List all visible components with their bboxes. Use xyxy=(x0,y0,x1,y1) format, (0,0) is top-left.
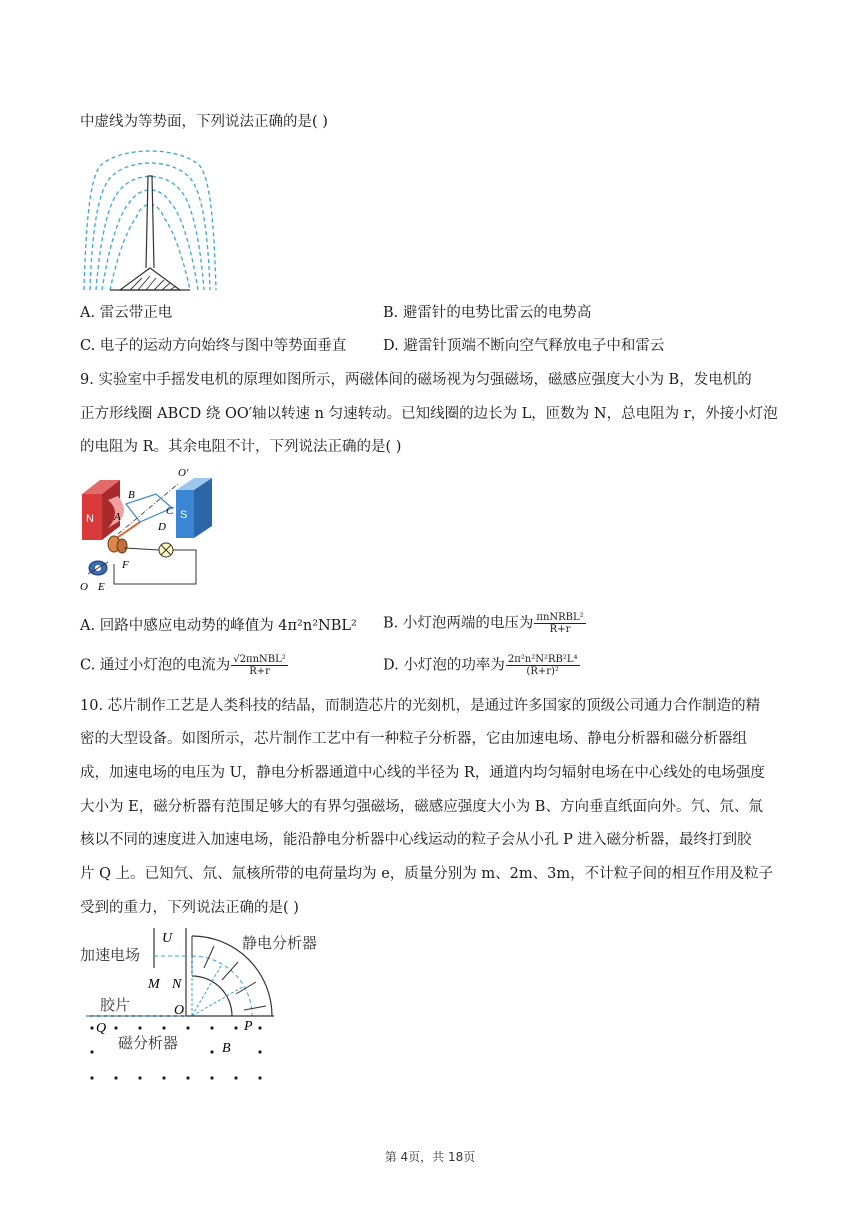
q9-option-c-numerator: √2πnNBL² xyxy=(233,654,286,665)
label-e: E xyxy=(98,581,105,593)
q9-option-a: A. 回路中感应电动势的峰值为 4π²n²NBL² xyxy=(80,618,357,634)
label-f: F xyxy=(122,559,129,571)
q8-option-d: D. 避雷针顶端不断向空气释放电子中和雷云 xyxy=(383,338,665,354)
q10-stem-line-5: 核以不同的速度进入加速电场，能沿静电分析器中心线运动的粒子会从小孔 P 进入磁分析器，最终打到胶 xyxy=(80,832,752,848)
q8-stem-tail: 中虚线为等势面，下列说法正确的是( ) xyxy=(80,114,328,130)
q9-option-b xyxy=(383,612,587,635)
q9-option-d-text: D. 小灯泡的功率为 xyxy=(383,657,505,674)
generator-figure xyxy=(78,464,218,596)
q10-stem-line-6: 片 Q 上。已知氕、氘、氚核所带的电荷量均为 e，质量分别为 m、2m、3m，不计粒子间的相互作用及粒子 xyxy=(80,866,774,882)
magnet-n-label: N xyxy=(86,513,94,525)
page-footer: 第 4页，共 18页 xyxy=(384,1150,476,1164)
lightning-rod-figure xyxy=(80,140,220,298)
q9-stem-line-2: 正方形线圈 ABCD 绕 OO′轴以转速 n 匀速转动。已知线圈的边长为 L，匝数为 N，总电阻为 r，外接小灯泡 xyxy=(80,406,778,422)
q9-option-c-fraction xyxy=(231,654,288,677)
label-c: C xyxy=(166,505,174,517)
label-n: N xyxy=(172,977,182,992)
q8-option-c: C. 电子的运动方向始终与图中等势面垂直 xyxy=(80,338,347,354)
label-q: Q xyxy=(96,1021,107,1036)
q9-stem-line-3: 的电阻为 R。其余电阻不计，下列说法正确的是( ) xyxy=(80,439,402,455)
magnetic-analyzer-label: 磁分析器 xyxy=(118,1034,179,1052)
q9-option-c xyxy=(80,654,289,677)
q9-option-d-numerator: 2π²n²N²RB²L⁴ xyxy=(507,654,578,665)
q9-option-b-fraction xyxy=(534,612,585,635)
q10-stem-line-3: 成，加速电场的电压为 U，静电分析器通道中心线的半径为 R，通道内均匀辐射电场在中心线处的电场强度 xyxy=(80,765,765,781)
q10-stem-line-7: 受到的重力，下列说法正确的是( ) xyxy=(80,900,299,916)
label-o-prime: O′ xyxy=(178,467,189,479)
label-d: D xyxy=(158,521,166,533)
q9-option-c-denominator: R+r xyxy=(249,666,270,677)
label-b: B xyxy=(128,489,135,501)
q9-option-d-denominator: (R+r)² xyxy=(526,666,559,677)
film-label: 胶片 xyxy=(100,996,131,1014)
particle-analyzer-figure xyxy=(78,924,340,1090)
magnet-s-label: S xyxy=(180,509,188,521)
q10-stem-line-2: 密的大型设备。如图所示，芯片制作工艺中有一种粒子分析器，它由加速电场、静电分析器和磁分析器组 xyxy=(80,731,747,747)
accel-field-label: 加速电场 xyxy=(80,946,141,964)
q9-stem-line-1: 9. 实验室中手摇发电机的原理如图所示，两磁体间的磁场视为匀强磁场，磁感应强度大小为 B，发电机的 xyxy=(80,372,752,388)
label-b: B xyxy=(222,1041,231,1056)
label-p: P xyxy=(244,1019,253,1034)
electrostatic-analyzer-label: 静电分析器 xyxy=(242,934,318,952)
q10-stem-line-1: 10. 芯片制作工艺是人类科技的结晶，而制造芯片的光刻机，是通过许多国家的顶级公司通力合作制造的精 xyxy=(80,698,761,714)
q9-option-b-text: B. 小灯泡两端的电压为 xyxy=(383,615,534,632)
q8-option-b: B. 避雷针的电势比雷云的电势高 xyxy=(383,305,592,321)
label-m: M xyxy=(148,977,160,992)
q9-option-b-numerator: πnNRBL² xyxy=(536,612,584,623)
q9-option-b-denominator: R+r xyxy=(549,624,571,635)
q10-stem-line-4: 大小为 E，磁分析器有范围足够大的有界匀强磁场，磁感应强度大小为 B、方向垂直纸面向外。氕、氘、氚 xyxy=(80,799,763,815)
label-a: A xyxy=(114,511,121,523)
q9-option-d xyxy=(383,654,581,677)
q8-option-a: A. 雷云带正电 xyxy=(80,305,173,321)
q9-option-d-fraction xyxy=(506,654,580,677)
q9-option-c-text: C. 通过小灯泡的电流为 xyxy=(80,657,231,674)
label-o: O xyxy=(174,1003,185,1018)
label-o: O xyxy=(80,581,88,593)
label-u: U xyxy=(162,931,173,946)
